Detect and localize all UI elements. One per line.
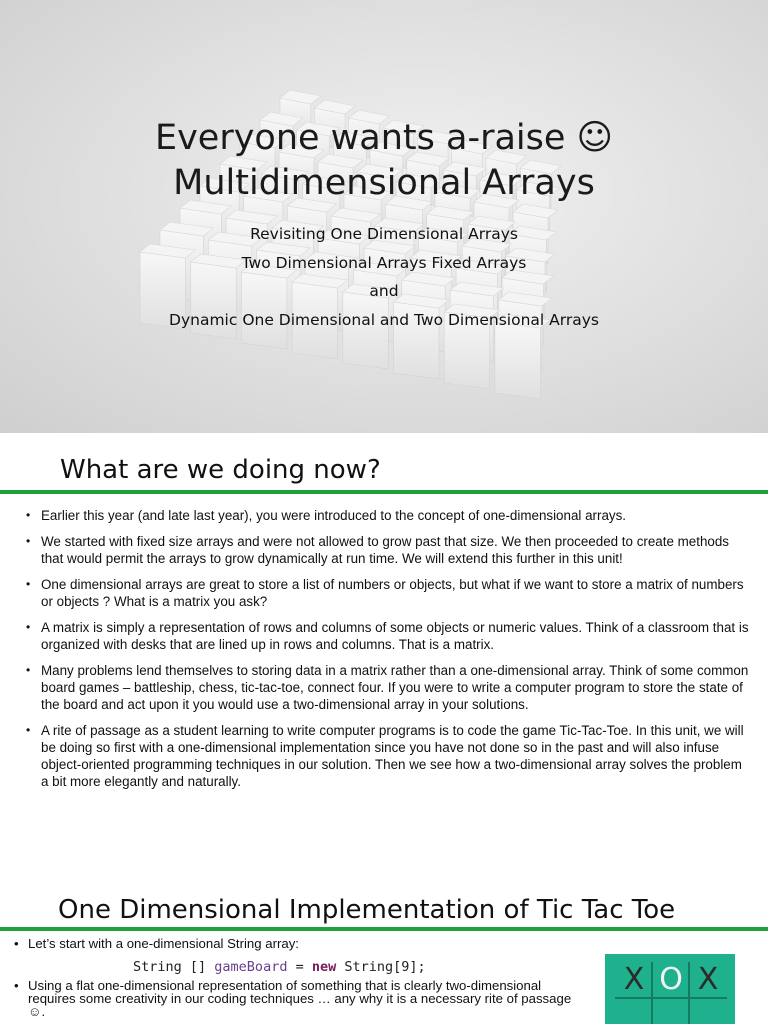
tic-tac-toe-image xyxy=(605,954,735,1024)
slide-title-line-1: Everyone wants a-raise ☺ xyxy=(154,118,614,158)
green-divider xyxy=(0,927,768,931)
code-variable: gameBoard xyxy=(214,959,288,975)
bullet-item: • Let’s start with a one-dimensional String array: xyxy=(14,937,574,950)
o-mark: O xyxy=(659,962,683,997)
code-keyword: new xyxy=(311,959,337,975)
overview-slide xyxy=(0,433,768,873)
bullet-list xyxy=(14,979,574,1018)
subtitle-line: Two Dimensional Arrays Fixed Arrays xyxy=(241,254,527,272)
bullet-list xyxy=(14,937,574,950)
slide-title: One Dimensional Implementation of Tic Tac Toe xyxy=(58,895,676,925)
code-operator: = xyxy=(295,959,304,975)
bullet-list xyxy=(26,507,750,799)
bullet-item: • Many problems lend themselves to storing data in a matrix rather than a one-dimensional array. Think of some common board games – battleship, chess, tic-tac-toe, connect four. If you were to write a computer program to store the state of the board and act upon it you would use a two-dimensional array in your solutions. xyxy=(26,662,750,713)
x-mark: X xyxy=(623,962,645,997)
slide-title-line-2: Multidimensional Arrays xyxy=(173,163,595,203)
white-cubes-background-image xyxy=(0,0,768,433)
slide-title: What are we doing now? xyxy=(60,455,381,485)
bullet-item: • Earlier this year (and late last year), you were introduced to the concept of one-dimensional arrays. xyxy=(26,507,750,524)
code-rest: String[9]; xyxy=(344,959,426,975)
bullet-item: • We started with fixed size arrays and were not allowed to grow past that size. We then proceeded to create methods that would permit the arrays to grow dynamically at run time. We will extend this further in this unit! xyxy=(26,533,750,567)
subtitle-line: Revisiting One Dimensional Arrays xyxy=(250,225,518,243)
bullet-item: • One dimensional arrays are great to store a list of numbers or objects, but what if we want to store a matrix of numbers or objects ? What is a matrix you ask? xyxy=(26,576,750,610)
subtitle-line: Dynamic One Dimensional and Two Dimensional Arrays xyxy=(169,311,599,329)
code-snippet xyxy=(133,959,426,975)
green-divider xyxy=(0,490,768,494)
bullet-item: • A rite of passage as a student learning to write computer programs is to code the game Tic-Tac-Toe. In this unit, we will be doing so first with a one-dimensional implementation since you have not done so in the past and will also infuse object-oriented programming techniques in our solution. Then we see how a two-dimensional array solves the problem a bit more elegantly and naturally. xyxy=(26,722,750,790)
title-slide xyxy=(0,0,768,433)
bullet-item: • A matrix is simply a representation of rows and columns of some objects or numeric values. Think of a classroom that is organized with desks that are lined up in rows and columns. That is a matrix. xyxy=(26,619,750,653)
bullet-item: • Using a flat one-dimensional representation of something that is clearly two-dimensional requires some creativity in our coding techniques … any why it is a necessary rite of passage ☺. xyxy=(14,979,574,1018)
subtitle-line: and xyxy=(369,282,399,300)
tic-tac-toe-slide xyxy=(0,873,768,1024)
x-mark: X xyxy=(697,962,719,997)
code-type: String [] xyxy=(133,959,207,975)
